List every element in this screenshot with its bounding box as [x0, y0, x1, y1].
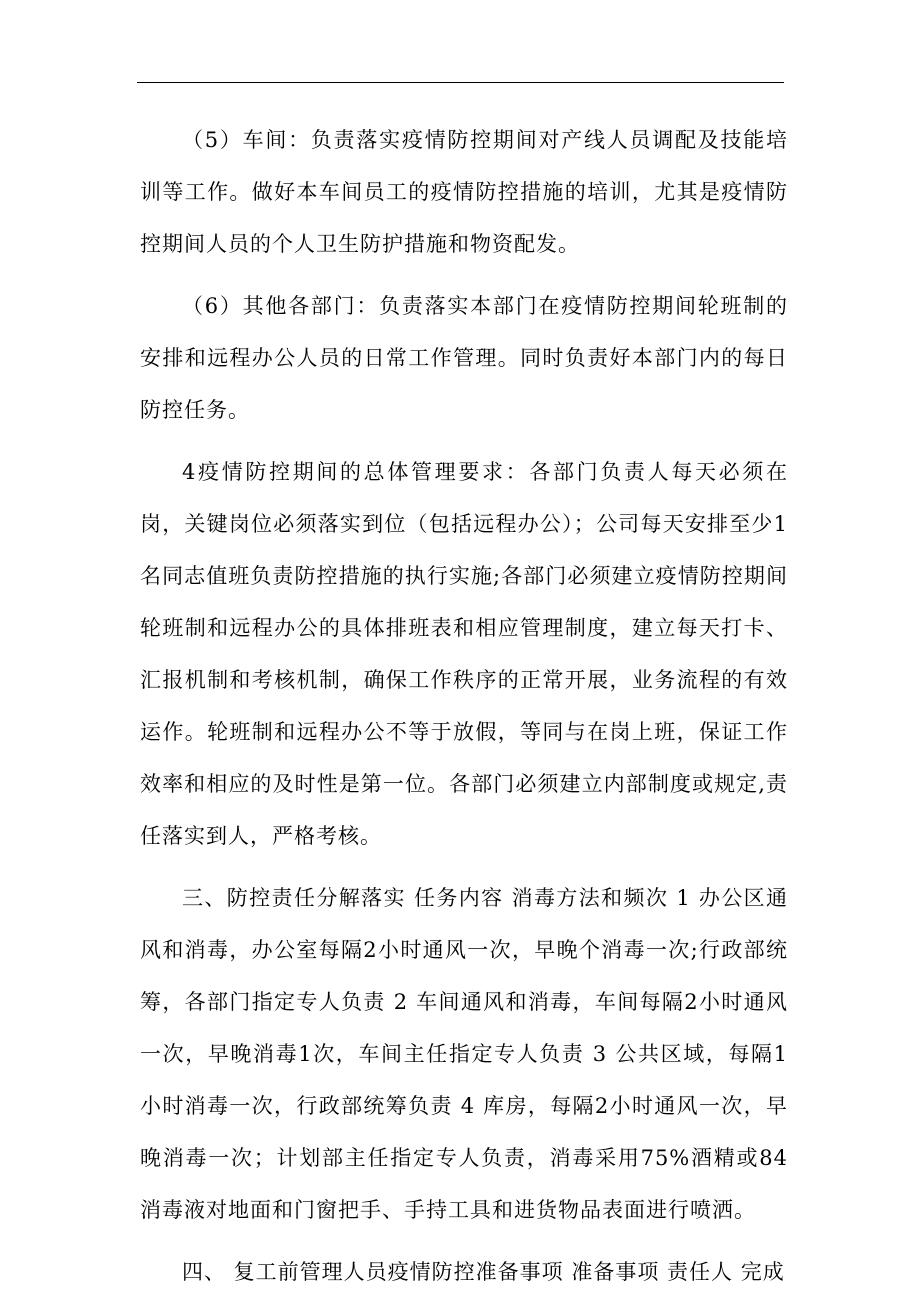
- paragraph-pre-resumption-preparation: 四、 复工前管理人员疫情防控准备事项 准备事项 责任人 完成: [182, 1260, 785, 1284]
- paragraph-other-departments: （6）其他各部门：负责落实本部门在疫情防控期间轮班制的安排和远程办公人员的日常工作管理。同时负责好本部门内的每日防控任务。: [140, 294, 788, 422]
- paragraph-workshop-duties: （5）车间：负责落实疫情防控期间对产线人员调配及技能培训等工作。做好本车间员工的疫情防控措施的培训，尤其是疫情防控期间人员的个人卫生防护措施和物资配发。: [140, 128, 788, 256]
- header-rule: [137, 82, 784, 83]
- paragraph-overall-requirements: 4疫情防控期间的总体管理要求：各部门负责人每天必须在岗，关键岗位必须落实到位（包括远程办公）；公司每天安排至少1名同志值班负责防控措施的执行实施;各部门必须建立疫情防控期间轮班制和远程办公的具体排班表和相应管理制度，建立每天打卡、汇报机制和考核机制，确保工作秩序的正常开展，业务流程的有效运作。轮班制和远程办公不等于放假，等同与在岗上班，保证工作效率和相应的及时性是第一位。各部门必须建立内部制度或规定,责任落实到人，严格考核。: [140, 460, 788, 848]
- paragraph-responsibility-breakdown: 三、防控责任分解落实 任务内容 消毒方法和频次 1 办公区通风和消毒，办公室每隔2小时通风一次，早晚个消毒一次;行政部统筹，各部门指定专人负责 2 车间通风和消毒，车间每隔2小时通风一次，早晚消毒1次，车间主任指定专人负责 3 公共区域，每隔1小时消毒一次，行政部统筹负责 4 库房，每隔2小时通风一次，早晚消毒一次；计划部主任指定专人负责，消毒采用75%酒精或84消毒液对地面和门窗把手、手持工具和进货物品表面进行喷洒。: [140, 886, 788, 1222]
- document-body: [140, 114, 788, 1298]
